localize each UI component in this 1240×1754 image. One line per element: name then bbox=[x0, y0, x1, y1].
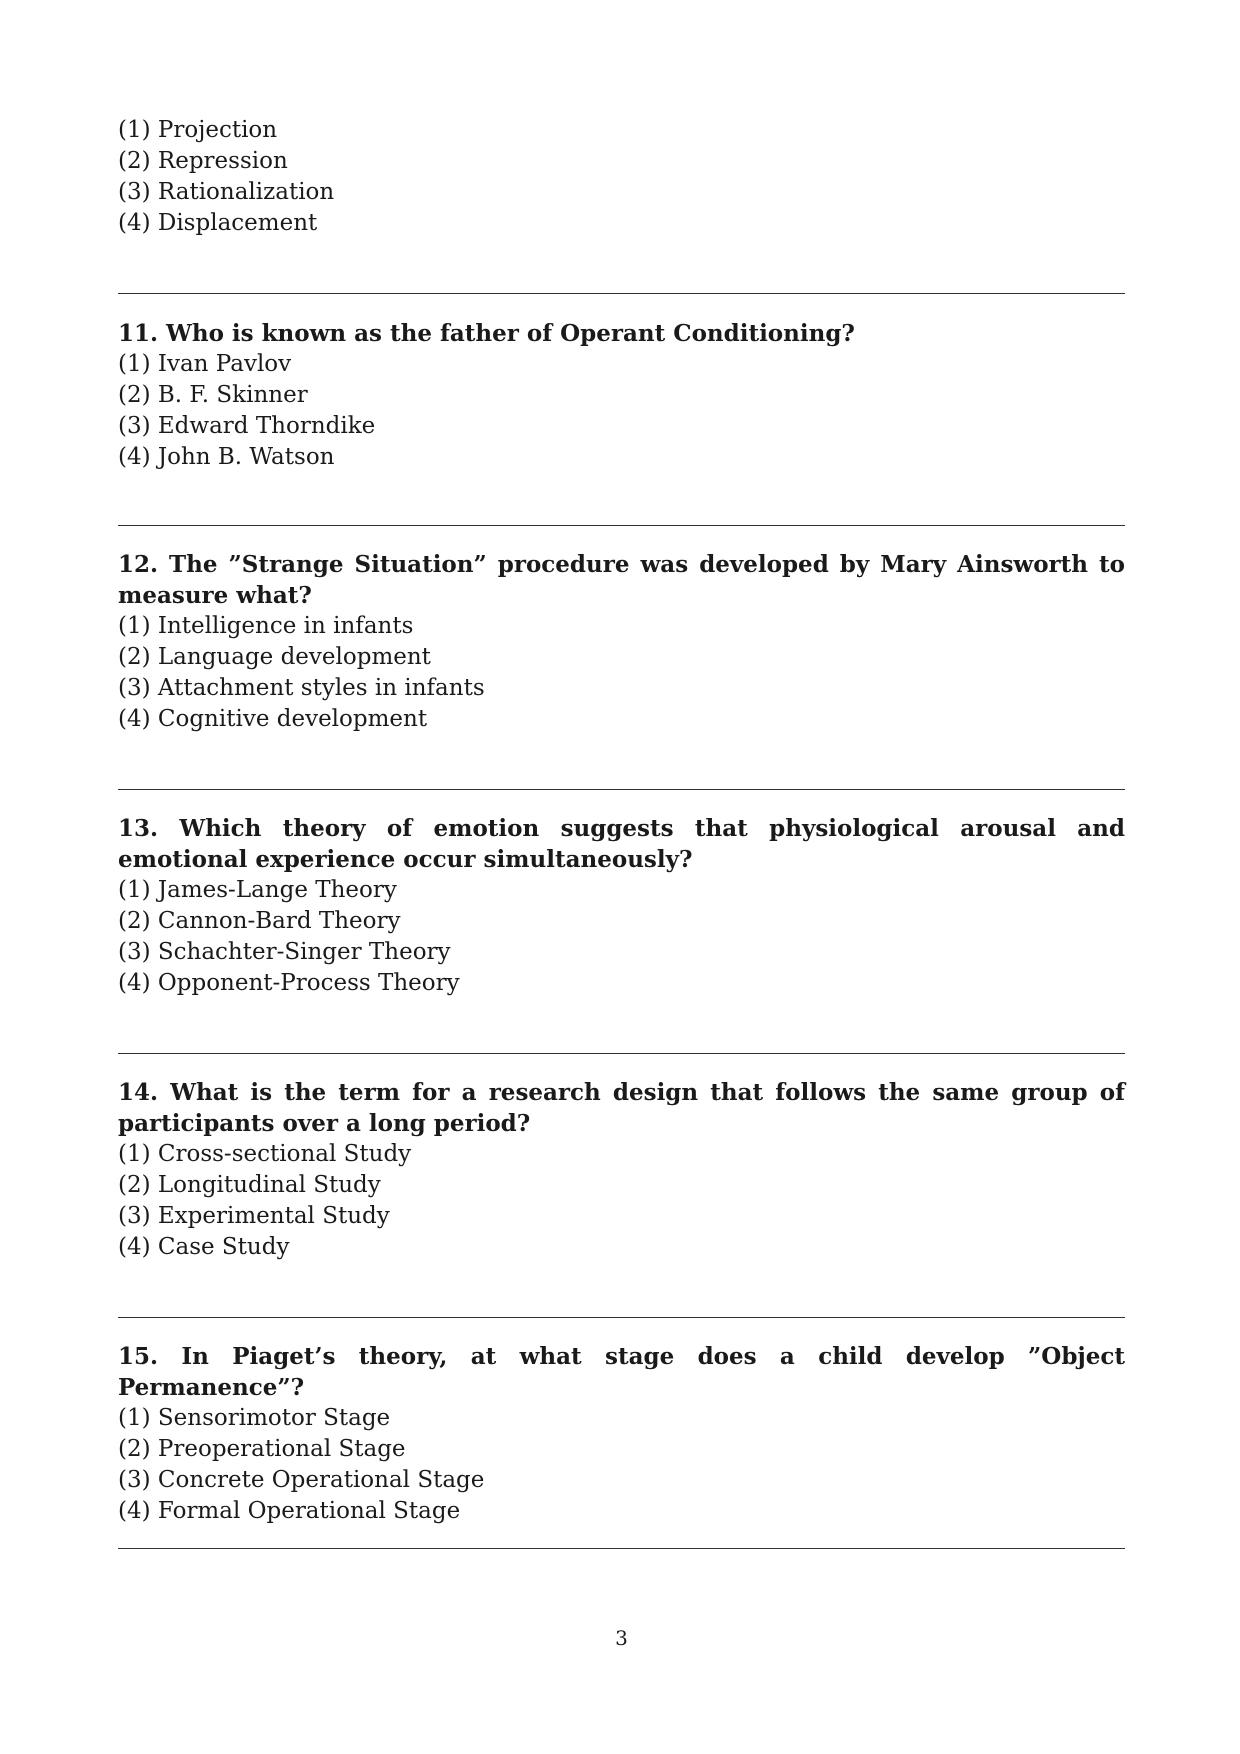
question-text: 11. Who is known as the father of Operant Conditioning? bbox=[118, 320, 855, 347]
option: (3) Concrete Operational Stage bbox=[118, 1467, 485, 1493]
option: (3) Attachment styles in infants bbox=[118, 675, 485, 701]
option: (1) Intelligence in infants bbox=[118, 613, 414, 639]
exam-page bbox=[118, 0, 1125, 1754]
option: (2) Repression bbox=[118, 148, 288, 174]
page-number: 3 bbox=[615, 1626, 628, 1650]
option: (2) Language development bbox=[118, 644, 431, 670]
question-11 bbox=[118, 318, 1125, 473]
option: (1) Sensorimotor Stage bbox=[118, 1405, 391, 1431]
divider bbox=[118, 1317, 1125, 1318]
divider bbox=[118, 293, 1125, 294]
option: (2) Preoperational Stage bbox=[118, 1436, 406, 1462]
option: (2) B. F. Skinner bbox=[118, 382, 308, 408]
option: (1) Projection bbox=[118, 117, 278, 143]
option: (1) Ivan Pavlov bbox=[118, 351, 292, 377]
option: (2) Cannon-Bard Theory bbox=[118, 908, 401, 934]
divider bbox=[118, 789, 1125, 790]
option: (3) Experimental Study bbox=[118, 1203, 390, 1229]
question-15 bbox=[118, 1341, 1125, 1527]
option: (4) Displacement bbox=[118, 210, 318, 236]
question-10-options bbox=[118, 115, 1125, 239]
divider bbox=[118, 1548, 1125, 1549]
option: (4) Case Study bbox=[118, 1234, 290, 1260]
option: (4) Formal Operational Stage bbox=[118, 1498, 461, 1524]
question-text: 14. What is the term for a research design that follows the same group of participants over a long period? bbox=[118, 1079, 1125, 1137]
question-text: 12. The ”Strange Situation” procedure was developed by Mary Ainsworth to measure what? bbox=[118, 551, 1125, 609]
question-text: 15. In Piaget’s theory, at what stage does a child develop ”Object Permanence”? bbox=[118, 1343, 1125, 1401]
option: (3) Edward Thorndike bbox=[118, 413, 376, 439]
option: (2) Longitudinal Study bbox=[118, 1172, 381, 1198]
option: (3) Rationalization bbox=[118, 179, 335, 205]
option: (1) James-Lange Theory bbox=[118, 877, 397, 903]
option: (4) Cognitive development bbox=[118, 706, 428, 732]
question-14 bbox=[118, 1077, 1125, 1263]
option: (3) Schachter-Singer Theory bbox=[118, 939, 451, 965]
option: (4) Opponent-Process Theory bbox=[118, 970, 460, 996]
divider bbox=[118, 1053, 1125, 1054]
option: (1) Cross-sectional Study bbox=[118, 1141, 412, 1167]
question-13 bbox=[118, 813, 1125, 999]
divider bbox=[118, 525, 1125, 526]
option: (4) John B. Watson bbox=[118, 444, 335, 470]
question-12 bbox=[118, 549, 1125, 735]
question-text: 13. Which theory of emotion suggests that physiological arousal and emotional experience occur simultaneously? bbox=[118, 815, 1125, 873]
